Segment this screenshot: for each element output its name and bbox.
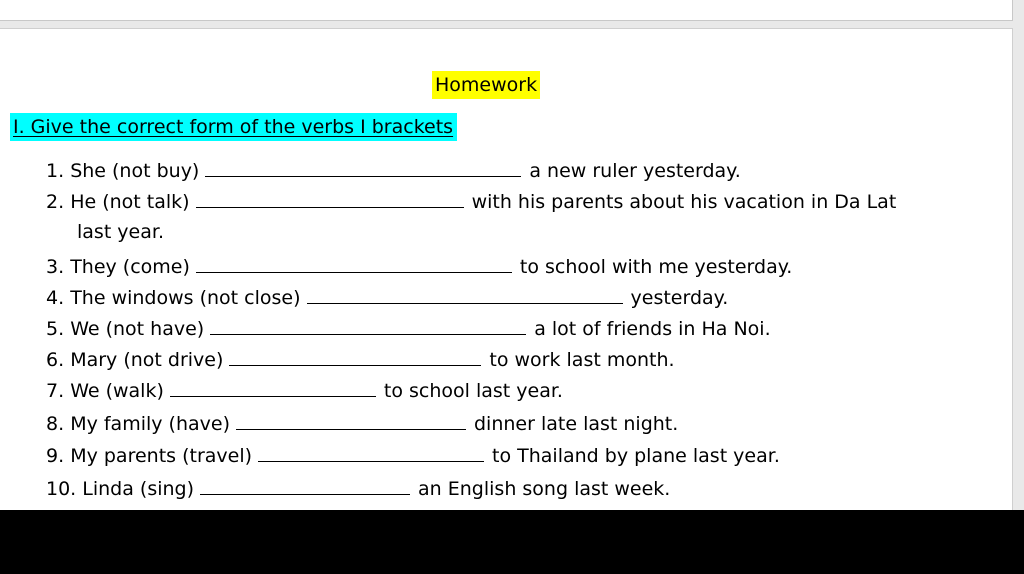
- item-rest: a lot of friends in Ha Noi.: [534, 318, 771, 340]
- list-item: [46, 346, 675, 373]
- item-number: 5.: [46, 318, 65, 340]
- answer-blank[interactable]: [205, 157, 521, 177]
- list-item: [46, 253, 792, 280]
- list-item: [46, 315, 771, 342]
- item-rest: to Thailand by plane last year.: [492, 445, 780, 467]
- item-number: 7.: [46, 380, 65, 402]
- item-number: 4.: [46, 287, 65, 309]
- list-item-continuation: [77, 219, 164, 245]
- list-item: [46, 377, 563, 404]
- document-page[interactable]: [0, 28, 1013, 511]
- item-prompt: She (not buy): [70, 160, 200, 182]
- answer-blank[interactable]: [170, 377, 376, 397]
- list-item: [46, 284, 728, 311]
- list-item: [46, 475, 670, 502]
- answer-blank[interactable]: [307, 284, 623, 304]
- item-number: 1.: [46, 160, 65, 182]
- item-prompt: My family (have): [70, 413, 230, 435]
- answer-blank[interactable]: [258, 442, 484, 462]
- item-number: 6.: [46, 349, 65, 371]
- item-prompt: Mary (not drive): [70, 349, 224, 371]
- item-number: 9.: [46, 445, 65, 467]
- item-prompt: The windows (not close): [70, 287, 301, 309]
- list-item: [46, 410, 678, 437]
- list-item: [46, 157, 741, 184]
- item-prompt: Linda (sing): [82, 478, 195, 500]
- answer-blank[interactable]: [210, 315, 526, 335]
- item-rest: dinner late last night.: [474, 413, 679, 435]
- item-number: 3.: [46, 256, 65, 278]
- item-rest: a new ruler yesterday.: [529, 160, 741, 182]
- answer-blank[interactable]: [196, 188, 464, 208]
- item-prompt: My parents (travel): [70, 445, 253, 467]
- item-rest: to work last month.: [489, 349, 675, 371]
- item-prompt: They (come): [70, 256, 190, 278]
- answer-blank[interactable]: [236, 410, 466, 430]
- section-heading: I. Give the correct form of the verbs I brackets: [10, 113, 457, 141]
- item-rest-line2: last year.: [77, 221, 164, 243]
- item-prompt: He (not talk): [70, 191, 190, 213]
- item-number: 10.: [46, 478, 77, 500]
- list-item: [46, 442, 780, 469]
- item-rest: yesterday.: [630, 287, 729, 309]
- answer-blank[interactable]: [229, 346, 481, 366]
- item-rest: an English song last week.: [418, 478, 671, 500]
- bottom-black-band: [0, 510, 1024, 574]
- item-rest: to school with me yesterday.: [519, 256, 793, 278]
- previous-page-edge: [0, 0, 1013, 21]
- item-rest: with his parents about his vacation in Da Lat: [471, 191, 897, 213]
- list-item: [46, 188, 896, 215]
- document-title: Homework: [432, 71, 540, 99]
- item-prompt: We (not have): [70, 318, 205, 340]
- item-rest: to school last year.: [383, 380, 563, 402]
- item-number: 2.: [46, 191, 65, 213]
- item-number: 8.: [46, 413, 65, 435]
- answer-blank[interactable]: [196, 253, 512, 273]
- answer-blank[interactable]: [200, 475, 410, 495]
- item-prompt: We (walk): [70, 380, 164, 402]
